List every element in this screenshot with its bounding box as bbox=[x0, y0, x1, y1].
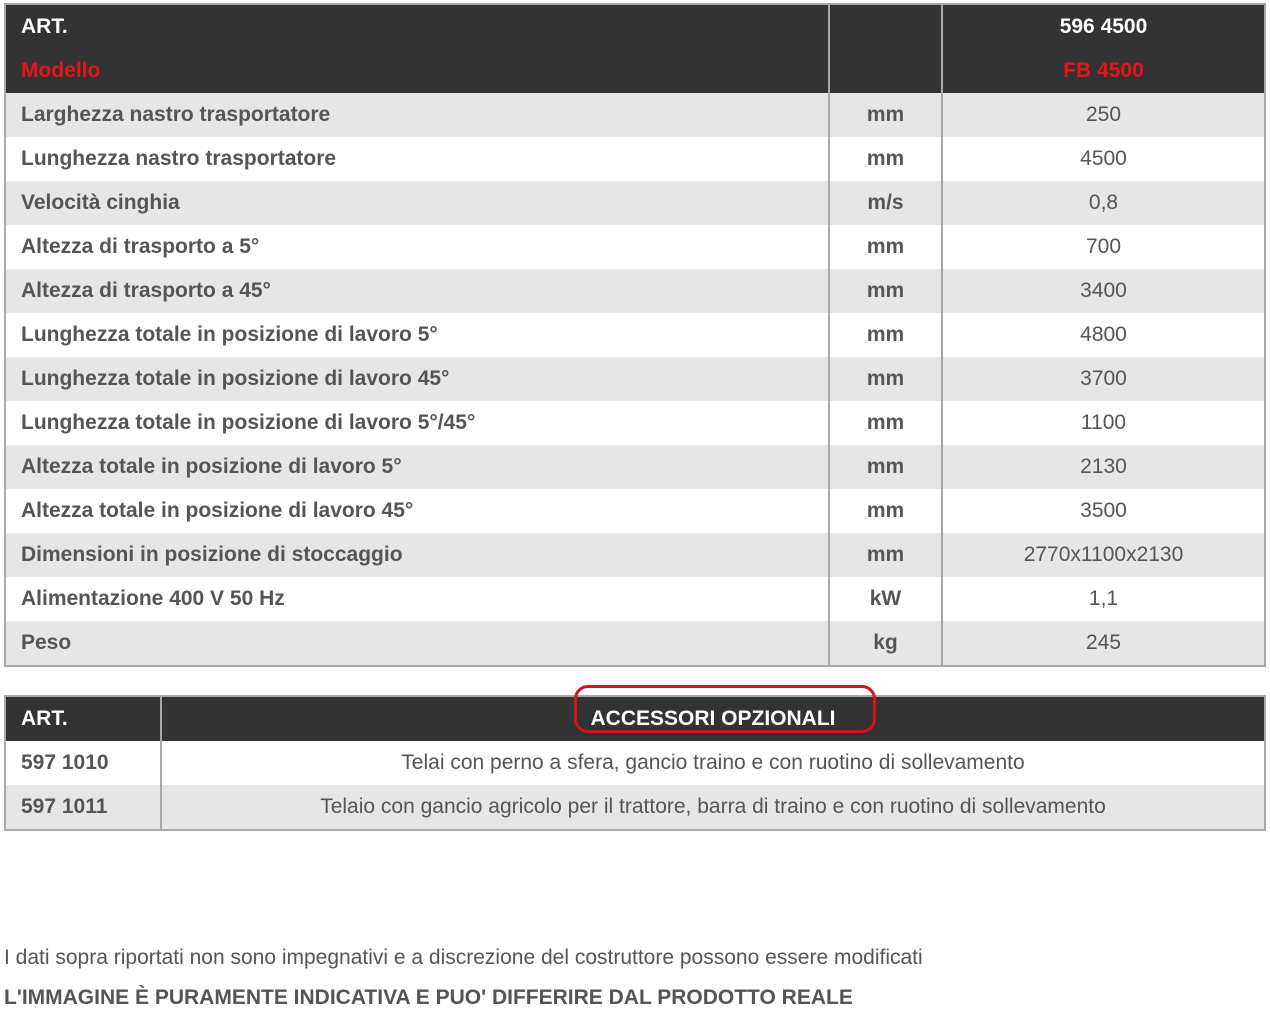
spec-label: Altezza di trasporto a 45° bbox=[5, 269, 829, 313]
model-unit-cell bbox=[829, 49, 942, 93]
spec-unit: mm bbox=[829, 137, 942, 181]
disclaimer-note: I dati sopra riportati non sono impegnativi e a discrezione del costruttore possono essere modificati bbox=[4, 946, 923, 969]
accessories-header-row bbox=[5, 696, 1265, 741]
spec-value: 0,8 bbox=[942, 181, 1265, 225]
spec-value: 700 bbox=[942, 225, 1265, 269]
spec-label: Velocità cinghia bbox=[5, 181, 829, 225]
spec-label: Altezza totale in posizione di lavoro 45° bbox=[5, 489, 829, 533]
spec-table bbox=[4, 3, 1266, 667]
spec-unit: mm bbox=[829, 533, 942, 577]
accessory-code: 597 1011 bbox=[5, 785, 161, 830]
spec-value: 245 bbox=[942, 621, 1265, 666]
spec-unit: mm bbox=[829, 445, 942, 489]
spec-unit: kg bbox=[829, 621, 942, 666]
spec-row bbox=[5, 445, 1265, 489]
spec-row bbox=[5, 181, 1265, 225]
spec-header-model-row bbox=[5, 49, 1265, 93]
spec-value: 2130 bbox=[942, 445, 1265, 489]
spec-unit: mm bbox=[829, 313, 942, 357]
spec-value: 1,1 bbox=[942, 577, 1265, 621]
accessories-table-body bbox=[5, 696, 1265, 830]
spec-label: Lunghezza totale in posizione di lavoro 5°/45° bbox=[5, 401, 829, 445]
spec-value: 3400 bbox=[942, 269, 1265, 313]
spec-value: 1100 bbox=[942, 401, 1265, 445]
accessory-description: Telai con perno a sfera, gancio traino e con ruotino di sollevamento bbox=[161, 741, 1265, 785]
accessories-table bbox=[4, 695, 1266, 831]
spec-unit: mm bbox=[829, 225, 942, 269]
model-value: FB 4500 bbox=[942, 49, 1265, 93]
spec-label: Lunghezza totale in posizione di lavoro 45° bbox=[5, 357, 829, 401]
image-notice: L'IMMAGINE È PURAMENTE INDICATIVA E PUO' DIFFERIRE DAL PRODOTTO REALE bbox=[4, 986, 853, 1009]
spec-unit: mm bbox=[829, 401, 942, 445]
accessory-code: 597 1010 bbox=[5, 741, 161, 785]
spec-row bbox=[5, 401, 1265, 445]
spec-row bbox=[5, 621, 1265, 666]
spec-row bbox=[5, 357, 1265, 401]
spec-label: Peso bbox=[5, 621, 829, 666]
accessories-art-label: ART. bbox=[5, 696, 161, 741]
spec-label: Larghezza nastro trasportatore bbox=[5, 93, 829, 137]
art-unit-cell bbox=[829, 4, 942, 49]
accessories-title-cell bbox=[161, 696, 1265, 741]
spec-row bbox=[5, 489, 1265, 533]
spec-unit: m/s bbox=[829, 181, 942, 225]
model-label: Modello bbox=[5, 49, 829, 93]
spec-unit: mm bbox=[829, 357, 942, 401]
spec-label: Altezza totale in posizione di lavoro 5° bbox=[5, 445, 829, 489]
spec-unit: mm bbox=[829, 269, 942, 313]
spec-label: Dimensioni in posizione di stoccaggio bbox=[5, 533, 829, 577]
spec-value: 3500 bbox=[942, 489, 1265, 533]
spec-row bbox=[5, 533, 1265, 577]
spec-value: 4800 bbox=[942, 313, 1265, 357]
spec-row bbox=[5, 225, 1265, 269]
spec-value: 4500 bbox=[942, 137, 1265, 181]
spec-row bbox=[5, 137, 1265, 181]
art-label: ART. bbox=[5, 4, 829, 49]
spec-unit: mm bbox=[829, 93, 942, 137]
spec-label: Alimentazione 400 V 50 Hz bbox=[5, 577, 829, 621]
art-value: 596 4500 bbox=[942, 4, 1265, 49]
accessory-row bbox=[5, 741, 1265, 785]
spec-table-body bbox=[5, 4, 1265, 666]
spec-label: Lunghezza nastro trasportatore bbox=[5, 137, 829, 181]
spec-label: Altezza di trasporto a 5° bbox=[5, 225, 829, 269]
spec-header-art-row bbox=[5, 4, 1265, 49]
spec-value: 2770x1100x2130 bbox=[942, 533, 1265, 577]
spec-row bbox=[5, 313, 1265, 357]
spec-row bbox=[5, 577, 1265, 621]
accessory-description: Telaio con gancio agricolo per il trattore, barra di traino e con ruotino di sollevamento bbox=[161, 785, 1265, 830]
spec-row bbox=[5, 93, 1265, 137]
accessories-title: ACCESSORI OPZIONALI bbox=[590, 707, 836, 730]
spec-row bbox=[5, 269, 1265, 313]
spec-label: Lunghezza totale in posizione di lavoro 5° bbox=[5, 313, 829, 357]
spec-unit: mm bbox=[829, 489, 942, 533]
spec-value: 250 bbox=[942, 93, 1265, 137]
spec-unit: kW bbox=[829, 577, 942, 621]
accessory-row bbox=[5, 785, 1265, 830]
spec-value: 3700 bbox=[942, 357, 1265, 401]
